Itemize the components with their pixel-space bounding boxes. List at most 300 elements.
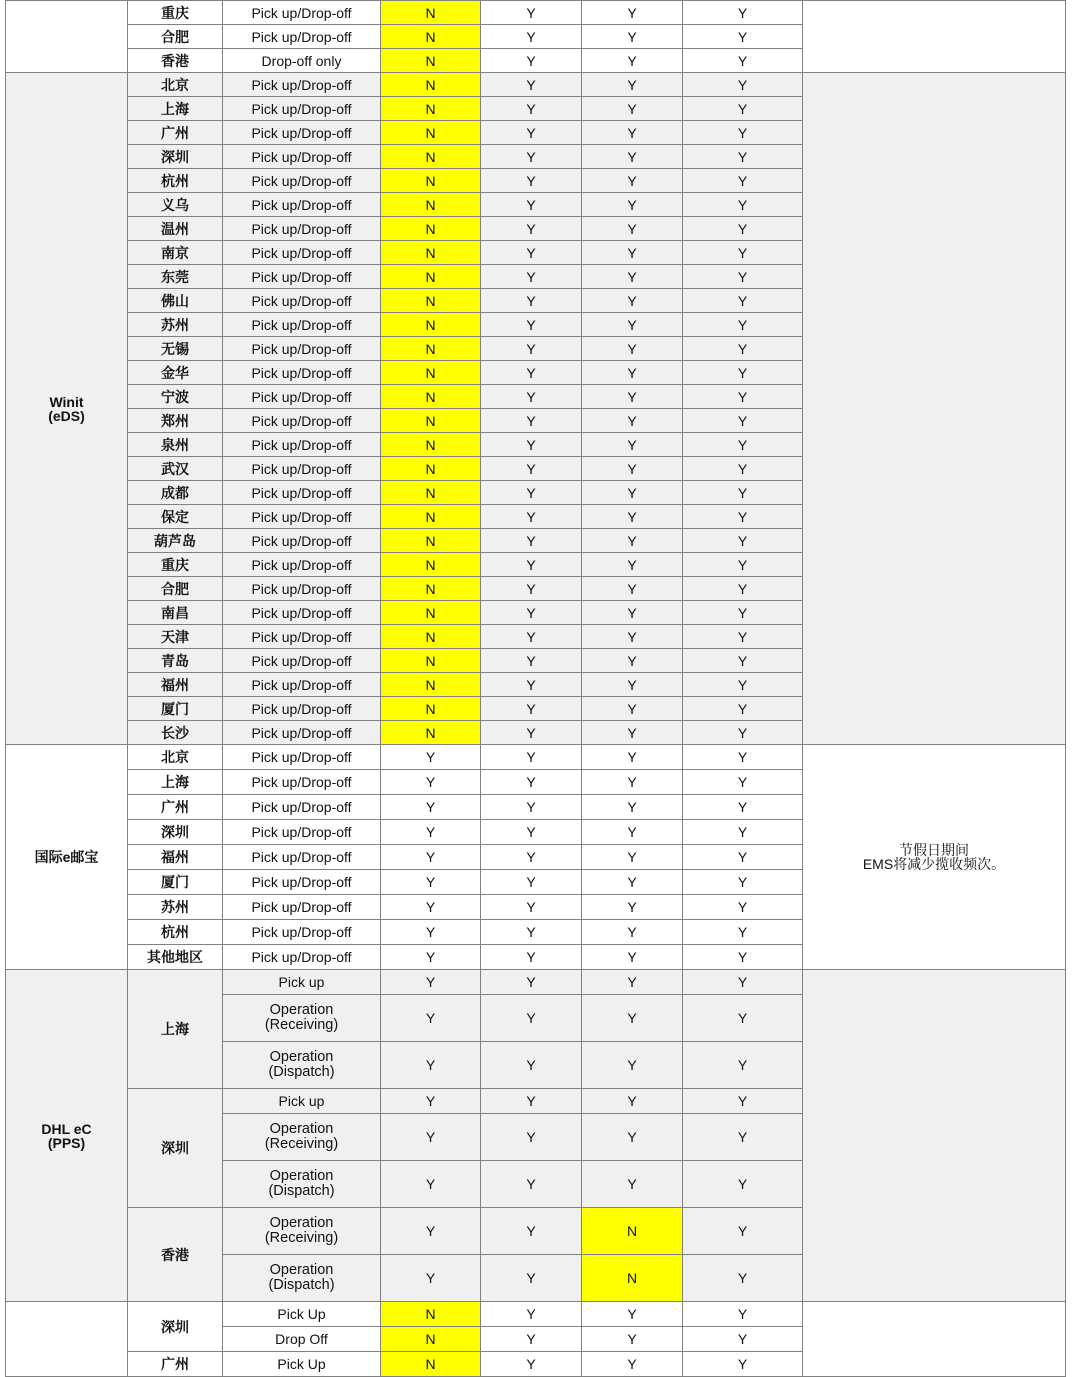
- city-cell[interactable]: 保定: [128, 505, 223, 529]
- cell-available[interactable]: Y: [582, 457, 683, 481]
- service-type-cell[interactable]: Pick up/Drop-off: [223, 920, 381, 945]
- service-type-cell[interactable]: Pick up/Drop-off: [223, 505, 381, 529]
- cell-available[interactable]: Y: [582, 385, 683, 409]
- cell-available[interactable]: Y: [481, 1208, 582, 1255]
- cell-available[interactable]: Y: [683, 673, 803, 697]
- city-cell[interactable]: 广州: [128, 121, 223, 145]
- cell-available[interactable]: Y: [683, 795, 803, 820]
- service-type-cell[interactable]: Pick up/Drop-off: [223, 625, 381, 649]
- city-cell[interactable]: 杭州: [128, 169, 223, 193]
- cell-available[interactable]: Y: [582, 577, 683, 601]
- service-type-cell[interactable]: Operation (Receiving): [223, 1208, 381, 1255]
- cell-available[interactable]: Y: [683, 625, 803, 649]
- cell-available[interactable]: Y: [683, 920, 803, 945]
- cell-available[interactable]: Y: [683, 1302, 803, 1327]
- cell-available[interactable]: Y: [582, 1352, 683, 1377]
- city-cell[interactable]: 温州: [128, 217, 223, 241]
- cell-available[interactable]: Y: [582, 193, 683, 217]
- cell-available[interactable]: Y: [683, 970, 803, 995]
- city-cell[interactable]: 义乌: [128, 193, 223, 217]
- city-cell[interactable]: 上海: [128, 97, 223, 121]
- cell-available[interactable]: Y: [683, 217, 803, 241]
- cell-available[interactable]: Y: [481, 697, 582, 721]
- cell-available[interactable]: Y: [582, 625, 683, 649]
- cell-unavailable[interactable]: N: [381, 697, 481, 721]
- cell-available[interactable]: Y: [683, 649, 803, 673]
- cell-available[interactable]: Y: [683, 409, 803, 433]
- service-type-cell[interactable]: Pick up/Drop-off: [223, 870, 381, 895]
- cell-unavailable[interactable]: N: [381, 529, 481, 553]
- cell-available[interactable]: Y: [481, 745, 582, 770]
- cell-unavailable[interactable]: N: [381, 97, 481, 121]
- city-cell[interactable]: 北京: [128, 745, 223, 770]
- cell-available[interactable]: Y: [481, 673, 582, 697]
- cell-available[interactable]: Y: [481, 995, 582, 1042]
- cell-available[interactable]: Y: [582, 73, 683, 97]
- cell-available[interactable]: Y: [582, 361, 683, 385]
- cell-unavailable[interactable]: N: [381, 169, 481, 193]
- cell-unavailable[interactable]: N: [381, 217, 481, 241]
- cell-available[interactable]: Y: [381, 895, 481, 920]
- cell-available[interactable]: Y: [582, 820, 683, 845]
- city-cell[interactable]: 北京: [128, 73, 223, 97]
- city-cell[interactable]: 其他地区: [128, 945, 223, 970]
- city-cell[interactable]: 福州: [128, 845, 223, 870]
- cell-available[interactable]: Y: [481, 433, 582, 457]
- cell-available[interactable]: Y: [481, 945, 582, 970]
- city-cell[interactable]: 武汉: [128, 457, 223, 481]
- cell-available[interactable]: Y: [582, 121, 683, 145]
- city-cell[interactable]: 上海: [128, 770, 223, 795]
- city-cell[interactable]: 广州: [128, 795, 223, 820]
- cell-available[interactable]: Y: [381, 1208, 481, 1255]
- cell-available[interactable]: Y: [582, 481, 683, 505]
- cell-available[interactable]: Y: [481, 169, 582, 193]
- cell-available[interactable]: Y: [381, 1161, 481, 1208]
- cell-available[interactable]: Y: [582, 433, 683, 457]
- service-type-cell[interactable]: Pick up: [223, 1089, 381, 1114]
- city-cell[interactable]: 苏州: [128, 313, 223, 337]
- cell-available[interactable]: Y: [582, 1114, 683, 1161]
- cell-available[interactable]: Y: [683, 577, 803, 601]
- service-type-cell[interactable]: Operation (Dispatch): [223, 1161, 381, 1208]
- cell-available[interactable]: Y: [481, 361, 582, 385]
- cell-available[interactable]: Y: [481, 289, 582, 313]
- cell-available[interactable]: Y: [582, 745, 683, 770]
- cell-available[interactable]: Y: [582, 217, 683, 241]
- service-type-cell[interactable]: Drop-off only: [223, 49, 381, 73]
- cell-available[interactable]: Y: [481, 25, 582, 49]
- cell-available[interactable]: Y: [582, 770, 683, 795]
- cell-available[interactable]: Y: [683, 845, 803, 870]
- cell-unavailable[interactable]: N: [381, 457, 481, 481]
- city-cell[interactable]: 福州: [128, 673, 223, 697]
- service-type-cell[interactable]: Pick up/Drop-off: [223, 601, 381, 625]
- service-type-cell[interactable]: Pick up/Drop-off: [223, 820, 381, 845]
- cell-available[interactable]: Y: [582, 649, 683, 673]
- service-type-cell[interactable]: Operation (Receiving): [223, 995, 381, 1042]
- city-cell[interactable]: 厦门: [128, 697, 223, 721]
- cell-available[interactable]: Y: [481, 895, 582, 920]
- cell-available[interactable]: Y: [683, 505, 803, 529]
- service-type-cell[interactable]: Pick up/Drop-off: [223, 289, 381, 313]
- cell-available[interactable]: Y: [582, 25, 683, 49]
- cell-available[interactable]: Y: [481, 770, 582, 795]
- cell-unavailable[interactable]: N: [381, 289, 481, 313]
- cell-available[interactable]: Y: [582, 995, 683, 1042]
- cell-available[interactable]: Y: [683, 361, 803, 385]
- service-type-cell[interactable]: Pick up/Drop-off: [223, 313, 381, 337]
- cell-available[interactable]: Y: [481, 193, 582, 217]
- vendor-label-cell[interactable]: DHL eC (PPS): [6, 970, 128, 1302]
- cell-available[interactable]: Y: [582, 895, 683, 920]
- service-type-cell[interactable]: Pick up/Drop-off: [223, 845, 381, 870]
- cell-available[interactable]: Y: [582, 337, 683, 361]
- cell-available[interactable]: Y: [481, 385, 582, 409]
- cell-available[interactable]: Y: [683, 1352, 803, 1377]
- service-type-cell[interactable]: Pick up/Drop-off: [223, 25, 381, 49]
- cell-available[interactable]: Y: [481, 1, 582, 25]
- city-cell[interactable]: 青岛: [128, 649, 223, 673]
- service-type-cell[interactable]: Pick up/Drop-off: [223, 945, 381, 970]
- vendor-label-cell[interactable]: 国际e邮宝: [6, 745, 128, 970]
- cell-available[interactable]: Y: [683, 457, 803, 481]
- cell-available[interactable]: Y: [481, 409, 582, 433]
- cell-unavailable[interactable]: N: [381, 1352, 481, 1377]
- cell-available[interactable]: Y: [582, 169, 683, 193]
- city-cell[interactable]: 泉州: [128, 433, 223, 457]
- cell-available[interactable]: Y: [481, 265, 582, 289]
- service-type-cell[interactable]: Pick up/Drop-off: [223, 481, 381, 505]
- cell-available[interactable]: Y: [481, 1089, 582, 1114]
- service-type-cell[interactable]: Pick up/Drop-off: [223, 169, 381, 193]
- city-cell[interactable]: 深圳: [128, 1302, 223, 1352]
- cell-available[interactable]: Y: [481, 121, 582, 145]
- cell-available[interactable]: Y: [582, 945, 683, 970]
- cell-available[interactable]: Y: [381, 845, 481, 870]
- service-type-cell[interactable]: Pick up/Drop-off: [223, 433, 381, 457]
- cell-available[interactable]: Y: [481, 73, 582, 97]
- cell-available[interactable]: Y: [481, 49, 582, 73]
- cell-available[interactable]: Y: [481, 217, 582, 241]
- cell-available[interactable]: Y: [582, 795, 683, 820]
- service-type-cell[interactable]: Pick up/Drop-off: [223, 145, 381, 169]
- city-cell[interactable]: 成都: [128, 481, 223, 505]
- city-cell[interactable]: 上海: [128, 970, 223, 1089]
- service-type-cell[interactable]: Operation (Receiving): [223, 1114, 381, 1161]
- cell-available[interactable]: Y: [381, 870, 481, 895]
- service-type-cell[interactable]: Pick up/Drop-off: [223, 409, 381, 433]
- cell-available[interactable]: Y: [582, 697, 683, 721]
- city-cell[interactable]: 厦门: [128, 870, 223, 895]
- city-cell[interactable]: 宁波: [128, 385, 223, 409]
- service-type-cell[interactable]: Drop Off: [223, 1327, 381, 1352]
- cell-available[interactable]: Y: [582, 673, 683, 697]
- cell-unavailable[interactable]: N: [582, 1208, 683, 1255]
- city-cell[interactable]: 杭州: [128, 920, 223, 945]
- cell-available[interactable]: Y: [481, 1255, 582, 1302]
- cell-available[interactable]: Y: [481, 529, 582, 553]
- cell-available[interactable]: Y: [683, 49, 803, 73]
- cell-unavailable[interactable]: N: [381, 409, 481, 433]
- cell-available[interactable]: Y: [683, 1255, 803, 1302]
- cell-available[interactable]: Y: [481, 601, 582, 625]
- cell-available[interactable]: Y: [582, 49, 683, 73]
- service-type-cell[interactable]: Operation (Dispatch): [223, 1042, 381, 1089]
- city-cell[interactable]: 无锡: [128, 337, 223, 361]
- cell-available[interactable]: Y: [381, 1255, 481, 1302]
- cell-available[interactable]: Y: [683, 337, 803, 361]
- cell-available[interactable]: Y: [582, 553, 683, 577]
- cell-available[interactable]: Y: [381, 970, 481, 995]
- service-type-cell[interactable]: Pick Up: [223, 1302, 381, 1327]
- cell-available[interactable]: Y: [381, 995, 481, 1042]
- cell-available[interactable]: Y: [481, 870, 582, 895]
- cell-unavailable[interactable]: N: [381, 433, 481, 457]
- service-type-cell[interactable]: Pick Up: [223, 1352, 381, 1377]
- cell-unavailable[interactable]: N: [381, 1327, 481, 1352]
- cell-available[interactable]: Y: [481, 845, 582, 870]
- cell-available[interactable]: Y: [481, 920, 582, 945]
- cell-available[interactable]: Y: [683, 721, 803, 745]
- service-type-cell[interactable]: Operation (Dispatch): [223, 1255, 381, 1302]
- cell-unavailable[interactable]: N: [381, 49, 481, 73]
- cell-available[interactable]: Y: [683, 313, 803, 337]
- cell-available[interactable]: Y: [582, 601, 683, 625]
- cell-available[interactable]: Y: [683, 25, 803, 49]
- cell-available[interactable]: Y: [582, 505, 683, 529]
- cell-available[interactable]: Y: [683, 433, 803, 457]
- cell-available[interactable]: Y: [481, 337, 582, 361]
- cell-available[interactable]: Y: [582, 289, 683, 313]
- service-type-cell[interactable]: Pick up/Drop-off: [223, 97, 381, 121]
- cell-available[interactable]: Y: [481, 1302, 582, 1327]
- cell-unavailable[interactable]: N: [381, 145, 481, 169]
- city-cell[interactable]: 金华: [128, 361, 223, 385]
- cell-available[interactable]: Y: [683, 1327, 803, 1352]
- service-type-cell[interactable]: Pick up/Drop-off: [223, 697, 381, 721]
- service-type-cell[interactable]: Pick up/Drop-off: [223, 770, 381, 795]
- cell-available[interactable]: Y: [381, 1042, 481, 1089]
- city-cell[interactable]: 南昌: [128, 601, 223, 625]
- cell-available[interactable]: Y: [683, 121, 803, 145]
- cell-available[interactable]: Y: [481, 145, 582, 169]
- city-cell[interactable]: 东莞: [128, 265, 223, 289]
- cell-available[interactable]: Y: [481, 625, 582, 649]
- cell-available[interactable]: Y: [582, 529, 683, 553]
- city-cell[interactable]: 南京: [128, 241, 223, 265]
- service-type-cell[interactable]: Pick up/Drop-off: [223, 265, 381, 289]
- city-cell[interactable]: 佛山: [128, 289, 223, 313]
- cell-available[interactable]: Y: [481, 577, 582, 601]
- cell-available[interactable]: Y: [481, 795, 582, 820]
- cell-available[interactable]: Y: [481, 649, 582, 673]
- cell-unavailable[interactable]: N: [381, 505, 481, 529]
- service-type-cell[interactable]: Pick up/Drop-off: [223, 895, 381, 920]
- cell-available[interactable]: Y: [582, 721, 683, 745]
- service-type-cell[interactable]: Pick up/Drop-off: [223, 1, 381, 25]
- service-type-cell[interactable]: Pick up/Drop-off: [223, 529, 381, 553]
- city-cell[interactable]: 合肥: [128, 25, 223, 49]
- cell-unavailable[interactable]: N: [582, 1255, 683, 1302]
- cell-available[interactable]: Y: [582, 970, 683, 995]
- cell-unavailable[interactable]: N: [381, 481, 481, 505]
- service-type-cell[interactable]: Pick up/Drop-off: [223, 721, 381, 745]
- cell-available[interactable]: Y: [381, 945, 481, 970]
- cell-available[interactable]: Y: [683, 995, 803, 1042]
- cell-available[interactable]: Y: [683, 745, 803, 770]
- cell-available[interactable]: Y: [683, 289, 803, 313]
- cell-available[interactable]: Y: [582, 1161, 683, 1208]
- cell-available[interactable]: Y: [582, 265, 683, 289]
- cell-available[interactable]: Y: [683, 481, 803, 505]
- service-type-cell[interactable]: Pick up/Drop-off: [223, 553, 381, 577]
- service-type-cell[interactable]: Pick up/Drop-off: [223, 795, 381, 820]
- cell-available[interactable]: Y: [481, 721, 582, 745]
- cell-available[interactable]: Y: [582, 145, 683, 169]
- cell-available[interactable]: Y: [481, 553, 582, 577]
- cell-available[interactable]: Y: [683, 601, 803, 625]
- service-type-cell[interactable]: Pick up/Drop-off: [223, 673, 381, 697]
- cell-available[interactable]: Y: [481, 1327, 582, 1352]
- cell-unavailable[interactable]: N: [381, 385, 481, 409]
- service-type-cell[interactable]: Pick up/Drop-off: [223, 217, 381, 241]
- service-type-cell[interactable]: Pick up/Drop-off: [223, 385, 381, 409]
- cell-available[interactable]: Y: [683, 1, 803, 25]
- cell-available[interactable]: Y: [683, 1161, 803, 1208]
- cell-available[interactable]: Y: [582, 845, 683, 870]
- cell-available[interactable]: Y: [481, 1352, 582, 1377]
- city-cell[interactable]: 重庆: [128, 1, 223, 25]
- cell-available[interactable]: Y: [683, 145, 803, 169]
- city-cell[interactable]: 天津: [128, 625, 223, 649]
- cell-available[interactable]: Y: [582, 1, 683, 25]
- cell-available[interactable]: Y: [582, 1089, 683, 1114]
- cell-available[interactable]: Y: [683, 529, 803, 553]
- cell-available[interactable]: Y: [683, 1042, 803, 1089]
- city-cell[interactable]: 深圳: [128, 820, 223, 845]
- service-type-cell[interactable]: Pick up/Drop-off: [223, 337, 381, 361]
- cell-available[interactable]: Y: [683, 697, 803, 721]
- cell-unavailable[interactable]: N: [381, 337, 481, 361]
- cell-available[interactable]: Y: [683, 169, 803, 193]
- cell-available[interactable]: Y: [381, 745, 481, 770]
- cell-unavailable[interactable]: N: [381, 577, 481, 601]
- cell-available[interactable]: Y: [683, 73, 803, 97]
- cell-available[interactable]: Y: [683, 97, 803, 121]
- city-cell[interactable]: 长沙: [128, 721, 223, 745]
- cell-available[interactable]: Y: [481, 970, 582, 995]
- cell-available[interactable]: Y: [683, 1089, 803, 1114]
- city-cell[interactable]: 苏州: [128, 895, 223, 920]
- city-cell[interactable]: 合肥: [128, 577, 223, 601]
- cell-available[interactable]: Y: [683, 265, 803, 289]
- service-type-cell[interactable]: Pick up: [223, 970, 381, 995]
- service-type-cell[interactable]: Pick up/Drop-off: [223, 361, 381, 385]
- cell-available[interactable]: Y: [481, 1161, 582, 1208]
- cell-available[interactable]: Y: [582, 1327, 683, 1352]
- city-cell[interactable]: 郑州: [128, 409, 223, 433]
- cell-available[interactable]: Y: [683, 945, 803, 970]
- cell-available[interactable]: Y: [683, 770, 803, 795]
- cell-unavailable[interactable]: N: [381, 121, 481, 145]
- cell-unavailable[interactable]: N: [381, 313, 481, 337]
- cell-available[interactable]: Y: [481, 481, 582, 505]
- cell-available[interactable]: Y: [481, 313, 582, 337]
- cell-unavailable[interactable]: N: [381, 673, 481, 697]
- service-type-cell[interactable]: Pick up/Drop-off: [223, 193, 381, 217]
- cell-available[interactable]: Y: [582, 241, 683, 265]
- cell-unavailable[interactable]: N: [381, 625, 481, 649]
- service-type-cell[interactable]: Pick up/Drop-off: [223, 649, 381, 673]
- cell-available[interactable]: Y: [582, 920, 683, 945]
- cell-available[interactable]: Y: [582, 1042, 683, 1089]
- cell-unavailable[interactable]: N: [381, 265, 481, 289]
- cell-available[interactable]: Y: [481, 1042, 582, 1089]
- cell-available[interactable]: Y: [683, 241, 803, 265]
- cell-available[interactable]: Y: [683, 553, 803, 577]
- cell-available[interactable]: Y: [582, 313, 683, 337]
- city-cell[interactable]: 深圳: [128, 145, 223, 169]
- cell-available[interactable]: Y: [381, 820, 481, 845]
- city-cell[interactable]: 香港: [128, 1208, 223, 1302]
- cell-available[interactable]: Y: [481, 820, 582, 845]
- service-type-cell[interactable]: Pick up/Drop-off: [223, 73, 381, 97]
- cell-unavailable[interactable]: N: [381, 241, 481, 265]
- cell-available[interactable]: Y: [481, 505, 582, 529]
- cell-available[interactable]: Y: [683, 820, 803, 845]
- cell-available[interactable]: Y: [381, 1114, 481, 1161]
- cell-available[interactable]: Y: [381, 1089, 481, 1114]
- cell-available[interactable]: Y: [582, 870, 683, 895]
- cell-unavailable[interactable]: N: [381, 1, 481, 25]
- cell-available[interactable]: Y: [481, 1114, 582, 1161]
- vendor-label-cell-empty[interactable]: [6, 1302, 128, 1377]
- cell-unavailable[interactable]: N: [381, 193, 481, 217]
- cell-available[interactable]: Y: [582, 1302, 683, 1327]
- cell-unavailable[interactable]: N: [381, 553, 481, 577]
- service-type-cell[interactable]: Pick up/Drop-off: [223, 745, 381, 770]
- service-type-cell[interactable]: Pick up/Drop-off: [223, 241, 381, 265]
- service-type-cell[interactable]: Pick up/Drop-off: [223, 457, 381, 481]
- cell-available[interactable]: Y: [683, 193, 803, 217]
- cell-available[interactable]: Y: [381, 795, 481, 820]
- cell-available[interactable]: Y: [683, 870, 803, 895]
- cell-available[interactable]: Y: [582, 97, 683, 121]
- cell-available[interactable]: Y: [481, 457, 582, 481]
- city-cell[interactable]: 葫芦岛: [128, 529, 223, 553]
- cell-available[interactable]: Y: [582, 409, 683, 433]
- cell-unavailable[interactable]: N: [381, 601, 481, 625]
- cell-available[interactable]: Y: [683, 1114, 803, 1161]
- cell-unavailable[interactable]: N: [381, 721, 481, 745]
- service-type-cell[interactable]: Pick up/Drop-off: [223, 577, 381, 601]
- cell-available[interactable]: Y: [481, 241, 582, 265]
- city-cell[interactable]: 广州: [128, 1352, 223, 1377]
- cell-available[interactable]: Y: [683, 895, 803, 920]
- cell-available[interactable]: Y: [683, 385, 803, 409]
- vendor-label-cell-empty[interactable]: [6, 1, 128, 73]
- cell-available[interactable]: Y: [381, 920, 481, 945]
- cell-unavailable[interactable]: N: [381, 361, 481, 385]
- cell-available[interactable]: Y: [381, 770, 481, 795]
- vendor-label-cell[interactable]: Winit (eDS): [6, 73, 128, 745]
- cell-unavailable[interactable]: N: [381, 25, 481, 49]
- city-cell[interactable]: 香港: [128, 49, 223, 73]
- cell-unavailable[interactable]: N: [381, 1302, 481, 1327]
- city-cell[interactable]: 深圳: [128, 1089, 223, 1208]
- city-cell[interactable]: 重庆: [128, 553, 223, 577]
